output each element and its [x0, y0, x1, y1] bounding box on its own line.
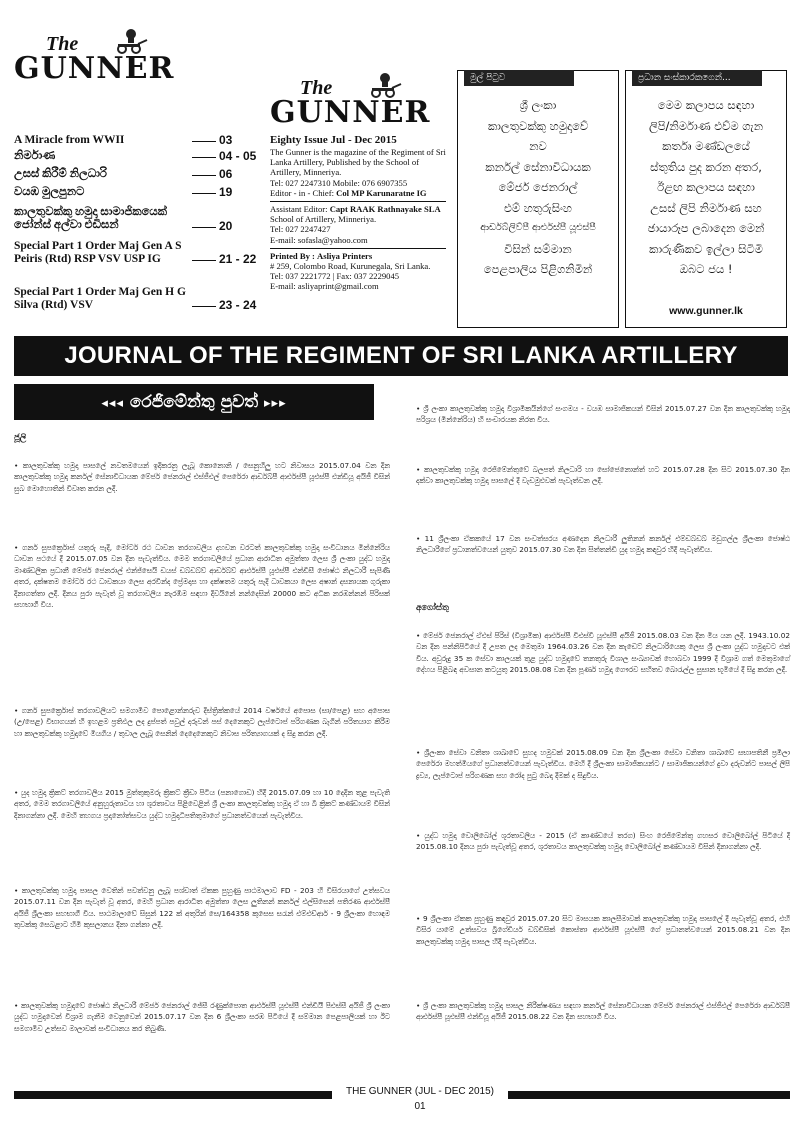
right-arrows-icon: ▸▸▸ [264, 396, 287, 411]
toc-row[interactable] [14, 240, 264, 286]
imprint-printer: Printed By : Asliya Printers [270, 250, 373, 261]
toc-leader [192, 157, 216, 158]
imprint [270, 134, 446, 292]
imprint-assistant: Assistant Editor: Capt RAAK Rathnayake SLA [270, 204, 441, 215]
issue-title: Eighty Issue Jul - Dec 2015 [270, 134, 397, 146]
toc-row[interactable] [14, 186, 264, 206]
divider [270, 201, 446, 202]
news-title-text: රෙජිමේන්තු පුවත් [129, 392, 259, 412]
logo-gunner: GUNNER [14, 51, 175, 86]
news-item: • 9 ශ්‍රීලංකා ඒකක පුහුණු කඳවුර 2015.07.20 සිට මාසයක කාලසීමාවක් කාලතුවක්කු හමුදා පාසලේ දී පැවැත්වූ අතර, එහි විසිර යාමේ උත්සවය බ්‍රිගේඩියර් ඩබ්ඩිසික් කොස්තා ආර්එස්පී යූඑස්පී ගේ ප්‍රධානත්වයෙන් 2015.08.21 වන දින කාලතුවක්කු හමුදා පාසල හිදී පැවැත්විය. [416, 914, 790, 946]
imprint-assistant-email[interactable]: E-mail: sofasla@yahoo.com [270, 234, 368, 245]
imprint-printer-email[interactable]: E-mail: asliyaprint@gmail.com [270, 281, 379, 292]
news-item: • ශ්‍රී ලංකා කාලතුවක්කු හමුදා පාසල නිරීක්ෂණය සඳහා කර්නල් සේනාවිධායක මේජර් ජෙනරාල් එස්ජීඑල් පෙරේරා ආර්ඩබ්පී ආර්එස්පී යූඑස්පී එන්ඩීයූ අයිජී 2015.08.22 වන දින සහභාගී විය. [416, 1001, 790, 1022]
toc-row[interactable] [14, 134, 264, 150]
imprint-about: The Gunner is the magazine of the Regiment of Sri Lanka Artillery, Published by the School of Artillery, Minneriya. [270, 147, 446, 178]
footer-title: THE GUNNER (JUL - DEC 2015) [346, 1086, 494, 1097]
journal-banner: JOURNAL OF THE REGIMENT OF SRI LANKA ARTILLERY [14, 336, 788, 376]
news-item: • 11 ශ්‍රීලංකා ඒකකයේ 17 වන සංවත්සරය අණදෙන නිලධාරී ලුතිනන් කර්නල් එම්ඩබ්ඩබ් මඩුගල්ල ශ්‍රීලංකා ජොෂ්ඨ නිලධාරීගේ ප්‍රධානත්වයෙන් යුතුව 2015.07.30 වන දින සිත්තන්ඩි යුද හමුදා කඳවුර හිදී පැවැත්විය. [416, 534, 790, 555]
crest-icon [368, 72, 402, 98]
toc-page: 06 [219, 167, 233, 181]
toc-page: 04 - 05 [219, 149, 257, 163]
toc-title: නිර්මාණ [14, 150, 56, 162]
logo-the: The [46, 33, 79, 55]
news-item: • ගනර් සුපර්ක්‍රොස් යතුරු පැදි, මෝටර් රථ ධාවන තරගාවලිය දහවන වරටත් කාලතුවක්කු හමුදා සංවිධානය මින්නේරිය ධාවන පථයේ දී 2015.07.05 වන දින පැවැත්විය. මෙම තරගාවලියේ ප්‍රධාන ආරාධිත අමුත්තා ලෙස ශ්‍රී ලංකා යුද්ධ හමුදා මාණ්ඩලික ප්‍රධානී මේජර් ජෙනරාල් එන්ජ්සෙයි ඩයස් ඩබ්ඩබ්ව් ආර්ඩබ්ව් ආර්එස්පී යූඑස්පී එන්ඩීසී ජොෂ්ඨ නිලධාරී සැපිණි අතර, දක්ෂතම මෝටර් රථ ධාවකයා ලෙස අරවින්ද ප්‍රේමදාස හා දක්ෂතම යතුරු පැදි ධාවකයා ලෙස අෂාන් දසනායක ගුරුකා දිනාගත්තා ලදී. දිනය පුරා පැවැත් වූ තරගාවලිය නැරඹීම සඳහා දිවයිනේ නන්දෙසින් 20000 කට අධික නරඹන්නන් පිරිසක් සහභාගී විය. [14, 543, 390, 610]
news-item: • කාලතුවක්කු හමුදා රෙජිමේන්තුවේ බලපත් නිලධාරි හා සෝජෙනොන්ත් හට 2015.07.28 දින සිට 2015.07.30 දින දක්වා කාලතුවක්කු හමුදා පාසලේ දී වැඩමුළුවක් පැවැත්වන ලදී. [416, 465, 790, 486]
month-heading: ජූලි [14, 433, 27, 443]
left-arrows-icon: ◂◂◂ [101, 396, 124, 411]
toc-leader [192, 193, 216, 194]
imprint-assistant-org: School of Artillery, Minneriya. [270, 214, 377, 225]
table-of-contents [14, 134, 264, 316]
toc-leader [192, 306, 216, 307]
imprint-editor: Editor - in - Chief: Col MP Karunaratne IG [270, 187, 427, 198]
toc-title: Special Part 1 Order Maj Gen A S Peiris (Rtd) RSP VSV USP IG [14, 240, 182, 265]
footer-rule [508, 1091, 790, 1099]
imprint-printer-tel: Tel: 037 2221772 | Fax: 037 2229045 [270, 271, 400, 282]
toc-title: කාලතුවක්කු හමුදා සාමාජිකයෙක් ජෝන්ස් අල්වා එඩිසන් [14, 206, 168, 231]
toc-page: 19 [219, 185, 233, 199]
website-link[interactable]: www.gunner.lk [669, 305, 743, 317]
masthead-logo-large [270, 68, 431, 130]
news-item: • ගනර් සුපර්ක්‍රොස් තරගාවලියට සමගාමීව පොළොන්නරුව දිස්ත්‍රික්කයේ 2014 වර්ෂයේ අපොස (සා/පෙළ) සහ අපොස (උ/පෙළ) විභාගයන් හි ඉහළම ප්‍රතිඵල ලද දුප්පත් පවුල් දරුවන් පස් දෙනෙකුට ලැප්ටොප් පරිගණක බැගින් පරිතයාග කිරීම හා කාලතුවක්කු හමුදාවේ මියගිය / තුවාල ලැබූ සෙනින් දෙදෙනෙකුට නිවාස පරිත්‍යාගයක් ද සිදු කරන ලදී. [14, 706, 390, 738]
toc-row[interactable] [14, 150, 264, 168]
imprint-assistant-tel: Tel: 027 2247427 [270, 224, 331, 235]
toc-row[interactable] [14, 286, 264, 316]
news-item: • කාලතුවක්කු හමුදාවේ ජොෂ්ඨ නිලධාරී මේජර් ජෙනරාල් ජේසී රණුක්පොත ආර්එස්පී යූඑස්පී එන්ඩීයී පිඑස්සී අයිජී ශ්‍රී ලංකා යුද්ධ හමුදාවෙන් විශ්‍රාම ගැනීම වෙනුවෙන් 2015.07.17 වන දින 6 ශ්‍රීලංකා සරඹ පිටියේ දී සම්මාන පෙළපාලියක් හා ඊට සමගාමීව උත්සව මාලාවක් සංවිධානය කර තිබුණි. [14, 1001, 390, 1033]
news-item: • කාලතුවක්කු හමුදා පාසලේ නවතමයෙන් ඉදිකරනු ලැබූ කොනොනි / සෙනුහිලු හට නිවාසය 2015.07.04 වන දින කාලතුවක්කු හමුදා කර්නල් සේනාවිධායක මේජර් ජෙනරාල් එස්ජීඑල් පෙරේරා ආර්ඩබ්පී ආර්එස්පී යූඑස්පී එන්ඩීයූ අයිජී විසින් සුබ මොහොතින් විවෘත කරන ලදී. [14, 461, 390, 493]
editor-note-box [625, 70, 787, 328]
page-number: 01 [414, 1101, 426, 1112]
toc-leader [192, 175, 216, 176]
news-item: • කාලතුවක්කු හමුදා පාසල වෙතින් පවත්වනු ලැබූ පශ්චාත් ඒකක පුහුණු පාඨමාලාව FD - 203 හි විසිරයාගේ උත්සවය 2015.07.11 වන දින පැවැත් වූ අතර, මෙහි ප්‍රධාන ආරාධිත අමුත්තා ලෙස ලුතිනන් කර්නල් එල්සිසෙන් පතිරණ ආර්එස්පී අයිජී ශ්‍රීලංකා සහභාගී විය. පාඨමාලාවේ සිසුන් 122 ක් අතුරින් සෙ/164358 කුසෙස සරැන් එම්එච්ආර් - 9 ශ්‍රීලංකා හොඳම තුවක්කු සෙබළාට හිමි කුසලානය දිනා ගන්නා ලදී. [14, 886, 390, 930]
crest-icon [114, 28, 148, 54]
imprint-tel: Tel: 027 2247310 Mobile: 076 6907355 [270, 177, 408, 188]
masthead-logo [14, 28, 175, 86]
logo-the: The [300, 77, 333, 99]
toc-title: A Miracle from WWII [14, 134, 125, 146]
box-body: ශ්‍රී ලංකා කාලතුවක්කු හමුදාවේ නව කර්නල් සේනාවිධායක මේජර් ජෙනරාල් එම් හතුරුසිංහ ආර්ඩබ්ලිව්පී ආර්එස්පී යූඑස්පී විසින් සම්මාන පෙළපාලිය පිළිගනිමින් [480, 98, 596, 276]
toc-row[interactable] [14, 206, 264, 240]
logo-gunner: GUNNER [270, 95, 431, 130]
news-item: • යුද්ධ හමුදා වොලිබෝල් ශූරතාවලිය - 2015 (ඒ කාණ්ඩයේ තරග) සිංහ රෙජිමේන්තු ගහසර වොලිබෝල් පිටියේ දී 2015.08.10 දිනය පුරා පැවැත්වූ අතර, ශූරතාවය කාලතුවක්කු හමුදා වොලිබෝල් කණ්ඩායම විසින් දිනාගන්නා ලදී. [416, 831, 790, 852]
box-heading: මුල් පිටුව [464, 70, 574, 86]
toc-title: වයඹ මුලපුනට [14, 186, 85, 198]
toc-leader [192, 141, 216, 142]
news-item: • ශ්‍රීලංකා සේවා වනිතා ශාඛාවේ සුහද හමුවක් 2015.08.09 වන දින ශ්‍රීලංකා සේවා වනිතා ශාඛාවේ සභාපතිනී ප්‍රමිලා පෙරේරා මහත්මියගේ ප්‍රධානත්වයෙන් පැවැත්විය. මෙහි දී ශ්‍රීලංකා සාමාජිකයන්ට / සාමාජිකයන්ගේ දුවා දරුවන්ට පාසල් ලිපි ද්‍රව්‍ය, ලැප්ටොප් පරිගණක සහ රෝද පුටු බෙදා දීමක් ද සිදුවිය. [416, 748, 790, 780]
imprint-printer-address: # 259, Colombo Road, Kurunegala, Sri Lanka. [270, 261, 431, 272]
toc-page: 03 [219, 133, 233, 147]
news-item: • ශ්‍රී ලංකා කාලතුවක්කු හමුදා විශ්‍රාමිකයින්ගේ සංගමය - වයඹ සාමාජිකයන් විසින් 2015.07.27 වන දින කාලතුවක්කු හමුදා පරිශ්‍රය (මින්නේරිය) හි සංචාරයක නිරත විය. [416, 404, 790, 425]
toc-leader [192, 227, 216, 228]
month-heading: අගෝස්තු [416, 603, 449, 613]
footer-rule [14, 1091, 332, 1099]
toc-title: උසස් කිරීම් නිලධාරි [14, 168, 107, 180]
toc-page: 23 - 24 [219, 298, 257, 312]
divider [270, 248, 446, 249]
news-item: • යුද හමුදා ක්‍රිකට් තරගාවලිය 2015 මුත්තුකුමරු ක්‍රිකට් ක්‍රීඩා පිටිය (පනාගොඩ) හිදී 2015.07.09 හා 10 දෙදින තුළ පැවැති අතර, මෙම තරගාවලියේ අනුහුරුතාවය හා ශූරතාවය පිළිවෙළින් ශ්‍රී ලංකා කාලතුවක්කු හමුදා ඒ හා බී ක්‍රිකට් කණ්ඩායම් විසින් දිනාගන්නා ලදී. මෙහි තහගය ප්‍රදානෝත්සවය යුද්ධ හමුදාධිපතිතුමාගේ ප්‍රධානත්වයෙන් පැවැත්විය. [14, 788, 390, 820]
toc-title: Special Part 1 Order Maj Gen H G Silva (Rtd) VSV [14, 286, 186, 311]
toc-leader [192, 260, 216, 261]
box-body: මෙම කලාපය සඳහා ලිපි/නිර්මාණ එව්ම ගැන කර්තෘ මණ්ඩලයේ ස්තුතිය පුද කරන අතර, ඊළඟ කලාපය සඳහා උසස් ලිපි නිර්මාණ සහ ඡායාරූප ලබාදෙන මෙන් කාරුණිකව ඉල්ලා සිටිමි ඔබට ජය ! [647, 98, 765, 276]
toc-row[interactable] [14, 168, 264, 186]
box-heading: ප්‍රධාන සංස්කාරකගෙන්... [632, 70, 762, 86]
toc-page: 21 - 22 [219, 252, 257, 266]
news-item: • මේජර් ජෙනරාල් ඒඑස් පිරිස් (විශ්‍රාමික) ආර්එස්පී විඑස්වී යූඑස්පී අයිජී 2015.08.03 වන දින මිය යන ලදී. 1943.10.02 වන දින පන්නිපිටියේ දී උපත ලද මෙතුමා 1964.03.26 වන දින කැඩෙට් නිලධාරියෙකු ලෙස ශ්‍රී ලංකා යුද්ධ හමුදාවට එක් විය. අවුරුදු 35 ක සේවා කාලයක් තුළ යුද්ධ හමුදාවේ තනතුරු විශාල සංඛ්‍යාවක් හොබවා 1999 දී විශ්‍රාම ගත් මෙතුමාගේ දේහය පිළිබඳ අවසාන කටයුතු 2015.08.08 වන දින පූර්ණ හමුදා ගෞරව සහිතව බොරැල්ල සුසාන භූමියේ දී සිදු කරන ලදී. [416, 631, 790, 675]
news-section-title [14, 384, 374, 420]
cover-caption-box [457, 70, 619, 328]
toc-page: 20 [219, 219, 233, 233]
